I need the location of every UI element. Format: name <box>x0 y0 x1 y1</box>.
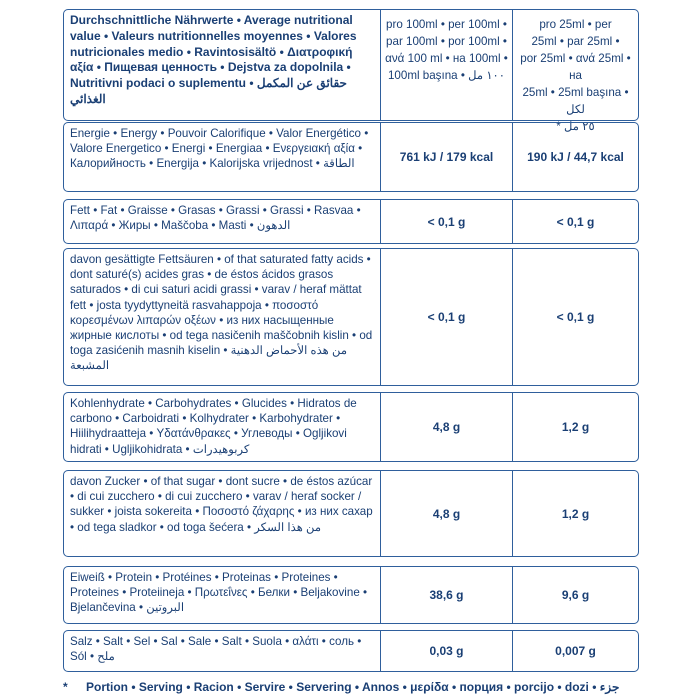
table-row-sugar <box>63 470 639 557</box>
per-100ml-header-label: pro 100ml • per 100ml • par 100ml • por 100ml • ανά 100 ml • на 100ml • 100ml başına • ١٠٠ مل <box>385 18 508 82</box>
value-per-25ml: < 0,1 g <box>556 214 595 229</box>
nutrient-label: Eiweiß • Protein • Protéines • Proteinas • Proteines • Proteines • Proteiineja • Πρωτεΐνες • Белки • Beljakovine • Bjelančevina • البروتين <box>70 571 368 615</box>
nutrient-label: davon Zucker • of that sugar • dont sucre • de éstos azúcar • di cui zucchero • di cui zucchero • varav / heraf socker / sukker • joista sokereita • Ποσοστό ζάχαρης • из них сахар • od tega sladkor • od toga šećera • من هذا السكر <box>70 475 373 534</box>
value-per-25ml: < 0,1 g <box>556 310 595 324</box>
nutrient-label-cell <box>64 567 381 623</box>
table-header-row <box>63 9 639 133</box>
value-per-100ml: 38,6 g <box>381 567 513 623</box>
nutrient-column-header <box>64 10 381 120</box>
footnote-text: Portion • Serving • Racion • Servire • Servering • Annos • μερίδα • порция • porcijo • dozi • جزء <box>86 680 620 694</box>
nutrient-label: Energie • Energy • Pouvoir Calorifique • Valor Energético • Valore Energetico • Energi • Energiaa • Ενεργειακή αξία • Калорийность • Energija • Kalorijska vrijednost • الطاقة <box>70 127 369 171</box>
value-per-25ml: 9,6 g <box>561 588 590 602</box>
per-25ml-header-label: pro 25ml • per 25ml • par 25ml • por 25ml • ανά 25ml • на 25ml • 25ml başına • لكل * ٢٥ مل <box>520 18 631 133</box>
nutrient-label-cell <box>64 471 381 556</box>
table-row-energy <box>63 122 639 192</box>
table-row-salt <box>63 630 639 672</box>
value-per-100ml: < 0,1 g <box>381 249 513 385</box>
nutrient-label-cell <box>64 200 381 243</box>
value-per-100ml: 4,8 g <box>381 471 513 556</box>
per-25ml-column-header <box>513 10 638 133</box>
value-per-25ml: 1,2 g <box>561 420 590 434</box>
table-row-protein <box>63 566 639 624</box>
value-per-25ml: 1,2 g <box>561 506 590 521</box>
nutrient-label-cell <box>64 631 381 671</box>
value-per-25ml: 190 kJ / 44,7 kcal <box>527 150 624 164</box>
value-per-100ml: < 0,1 g <box>381 200 513 243</box>
value-per-100ml: 761 kJ / 179 kcal <box>381 123 513 191</box>
nutrient-header-label: Durchschnittliche Nährwerte • Average nutritional value • Valeurs nutritionnelles moyennes • Valores nutricionales medio • Ravintosisältö • Διατροφική αξία • Пищевая ценность • Dejstva za dopolnila • Nutritivni podaci o suplementu • حقائق عن المكمل الغذائي <box>70 13 357 106</box>
nutrient-label: Kohlenhydrate • Carbohydrates • Glucides • Hidratos de carbono • Carboidrati • Kolhydrater • Karbohydrater • Hiilihydraatteja • Υδατάνθρακες • Углеводы • Ogljikovi hidrati • Ugljikohidrata • كربوهيدرات <box>70 397 357 456</box>
nutrient-label-cell <box>64 393 381 461</box>
nutrient-label: davon gesättigte Fettsäuren • of that saturated fatty acids • dont saturé(s) acides gras • de éstos ácidos grasos saturados • di cui saturi acidi grassi • varav / heraf mättat fett • josta tyydyttyneitä rasvahappoja • ποσοστό κορεσμένων λιπαρών οξέων • из них насыщенные жирные кислоты • od tega nasičenih maščobnih kislin • od toga zasićenih masnih kiselin • من هذه الأحماض الدهنية المشبعة <box>70 253 373 373</box>
nutrient-label-cell <box>64 249 381 385</box>
per-100ml-column-header <box>381 10 513 120</box>
footnote-star: * <box>63 680 68 694</box>
nutrient-label: Fett • Fat • Graisse • Grasas • Grassi • Grassi • Rasvaa • Λιπαρά • Жиры • Maščoba • Masti • الدهون <box>70 204 361 233</box>
value-per-25ml: 0,007 g <box>555 644 596 658</box>
value-per-100ml: 4,8 g <box>381 393 513 461</box>
nutrient-label-cell <box>64 123 381 191</box>
table-row-fat <box>63 199 639 244</box>
value-per-100ml: 0,03 g <box>381 631 513 671</box>
table-row-carbohydrates <box>63 392 639 462</box>
nutrient-label: Salz • Salt • Sel • Sal • Sale • Salt • Suola • αλάτι • соль • Sól • ملح <box>70 635 362 664</box>
table-row-saturated-fat <box>63 248 639 386</box>
